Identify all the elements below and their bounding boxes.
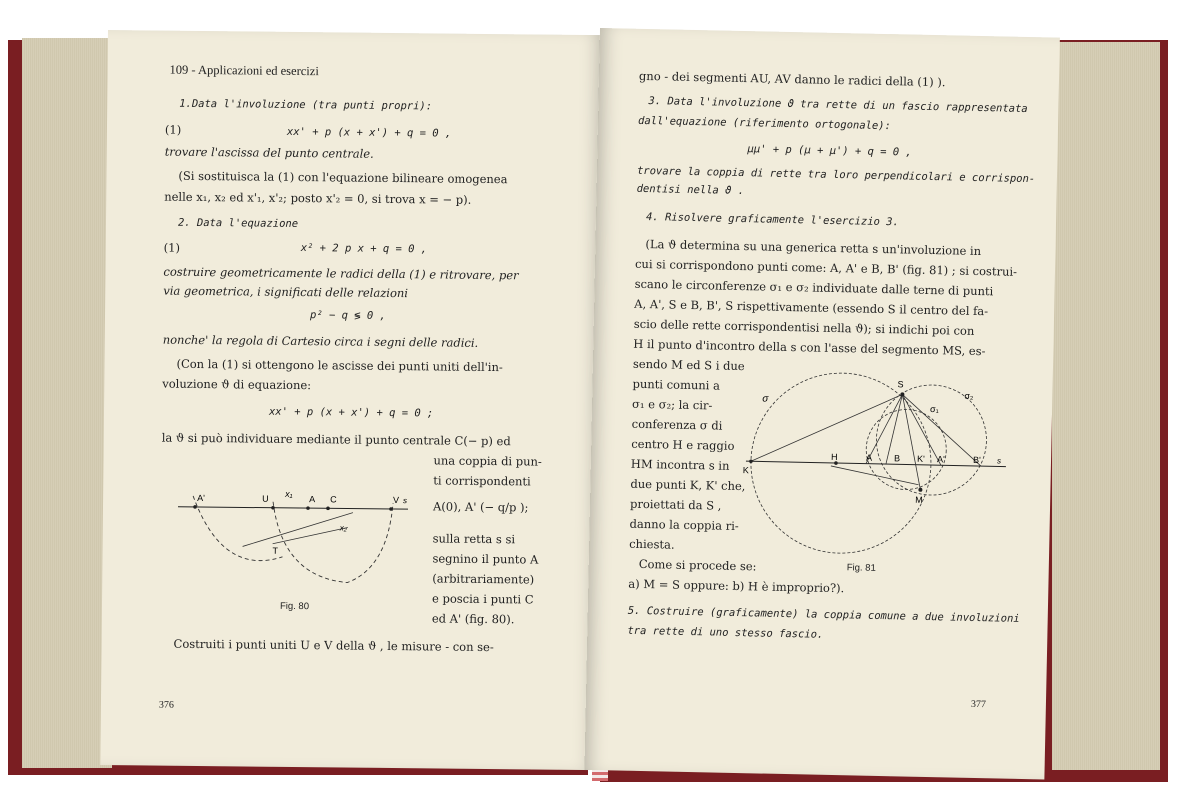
text-line: 3. Data l'involuzione ϑ tra rette di un fascio rappresentata [648, 95, 1028, 115]
fig80-label: T [272, 545, 279, 556]
text-line: centro H e raggio [631, 436, 735, 453]
text-line: 1.Data l'involuzione (tra punti propri): [179, 97, 433, 113]
text-line: tra rette di uno stesso fascio. [627, 624, 824, 641]
fig81-label: K [742, 465, 749, 476]
text-line: Costruiti i punti uniti U e V della ϑ , le misure - con se- [173, 636, 494, 655]
page-number: 377 [970, 698, 987, 711]
right-page [584, 28, 1059, 779]
text-line: voluzione ϑ di equazione: [162, 376, 312, 393]
text-line: 2. Data l'equazione [177, 216, 299, 231]
text-line: A, A', S e B, B', S rispettivamente (essendo S il centro del fa- [634, 296, 989, 319]
text-line: e poscia i punti C [431, 591, 534, 607]
text-line: scano le circonferenze σ₁ e σ₂ individuate dalle terne di punti [634, 276, 994, 299]
equation: μμ' + p (μ + μ') + q = 0 , [747, 143, 912, 159]
text-line: nonche' la regola di Cartesio circa i segni delle radici. [162, 332, 479, 350]
text-line: (Con la (1) si ottengono le ascisse dei punti uniti dell'in- [176, 356, 503, 375]
left-page [100, 30, 603, 770]
text-line: via geometrica, i significati delle relazioni [163, 283, 409, 301]
fig81-label: B' [972, 454, 981, 466]
equation: p² − q ≶ 0 , [309, 309, 386, 322]
page-edges-right [1052, 42, 1160, 770]
text-line: (Si sostituisca la (1) con l'equazione bilineare omogenea [178, 168, 508, 187]
text-line: (La ϑ determina su una generica retta s un'involuzione in [645, 237, 982, 259]
text-line: σ₁ e σ₂; la cir- [631, 396, 713, 413]
text-line: punti comuni a [632, 376, 721, 393]
equation: xx' + p (x + x') + q = 0 ; [268, 405, 434, 420]
text-line: scio delle rette corrispondentisi nella ϑ); si indichi poi con [633, 316, 975, 338]
text-line: due punti K, K' che, [630, 476, 746, 494]
text-line: costruire geometricamente le radici della (1) e ritrovare, per [163, 264, 519, 283]
fig81-label: σ [762, 393, 769, 405]
text-line: 4. Risolvere graficamente l'esercizio 3. [645, 211, 899, 229]
fig80-label: s [403, 496, 408, 506]
text-line: 5. Costruire (graficamente) la coppia comune a due involuzioni [627, 604, 1020, 625]
text-line: cui si corrispondono punti come: A, A' e B, B' (fig. 81) ; si costrui- [634, 256, 1018, 279]
fig80-label: A [309, 494, 316, 505]
text-line: (1) [164, 122, 182, 137]
text-line: chiesta. [629, 536, 675, 552]
text-line: conferenza σ di [631, 416, 723, 433]
text-line: sendo M ed S i due [632, 356, 745, 374]
page-header: 109 - Applicazioni ed esercizi [169, 62, 319, 79]
fig81-label: σ₂ [964, 390, 974, 401]
figure-caption: Fig. 81 [846, 562, 876, 574]
text-line: A(0), A' (− q/p ); [432, 499, 529, 515]
text-line: gno - dei segmenti AU, AV danno le radici della (1) ). [638, 68, 946, 90]
fig81-label: A' [936, 454, 945, 465]
fig80-label: x₂ [339, 523, 347, 533]
text-line: H il punto d'incontro della s con l'asse del segmento MS, es- [633, 336, 986, 359]
text-line: Come si procede se: [638, 556, 757, 574]
fig81-label: K' [916, 453, 925, 464]
fig81-label: S [897, 379, 904, 390]
fig80-label: C [330, 494, 337, 505]
page-edges-left [22, 38, 112, 768]
page-number: 376 [158, 699, 174, 711]
text-line: la ϑ si può individuare mediante il punto centrale C(− p) ed [161, 430, 511, 449]
text-line: proiettati da S , [629, 496, 722, 513]
text-line: sulla retta s si [432, 531, 516, 547]
equation: xx' + p (x + x') + q = 0 , [286, 125, 452, 140]
fig81-label: M [915, 494, 923, 505]
text-line: trovare l'ascissa del punto centrale. [164, 144, 374, 161]
text-line: una coppia di pun- [433, 453, 542, 469]
text-line: a) M = S oppure: b) H è improprio?). [628, 576, 845, 596]
text-line: danno la coppia ri- [629, 516, 739, 534]
text-line: trovare la coppia di rette tra loro perpendicolari e corrispon- [636, 164, 1036, 186]
text-line: (arbitrariamente) [432, 571, 535, 587]
fig81-label: A [865, 452, 873, 463]
text-line: dentisi nella ϑ . [636, 182, 745, 198]
text-line: ed A' (fig. 80). [431, 611, 515, 627]
fig80-label: U [262, 493, 269, 504]
text-line: segnino il punto A [432, 551, 539, 567]
fig81-label: H [830, 451, 838, 463]
text-line: (1) [163, 240, 181, 255]
equation: x² + 2 p x + q = 0 , [300, 242, 428, 256]
figure-caption: Fig. 80 [279, 600, 310, 613]
fig80-label: V [393, 495, 400, 506]
figure-81 [739, 366, 1013, 562]
fig81-label: σ₁ [929, 403, 939, 415]
text-line: HM incontra s in [630, 456, 730, 473]
text-line: nelle x₁, x₂ ed x'₁, x'₂; posto x'₂ = 0, si trova x = − p). [164, 189, 472, 207]
fig81-label: s [996, 456, 1002, 466]
text-line: dall'equazione (riferimento ortogonale): [637, 114, 892, 133]
fig80-label: A' [197, 492, 205, 504]
figure-80 [172, 481, 413, 594]
text-line: ti corrispondenti [433, 473, 531, 489]
fig81-label: B [893, 453, 901, 464]
fig80-label: x₁ [285, 488, 293, 499]
